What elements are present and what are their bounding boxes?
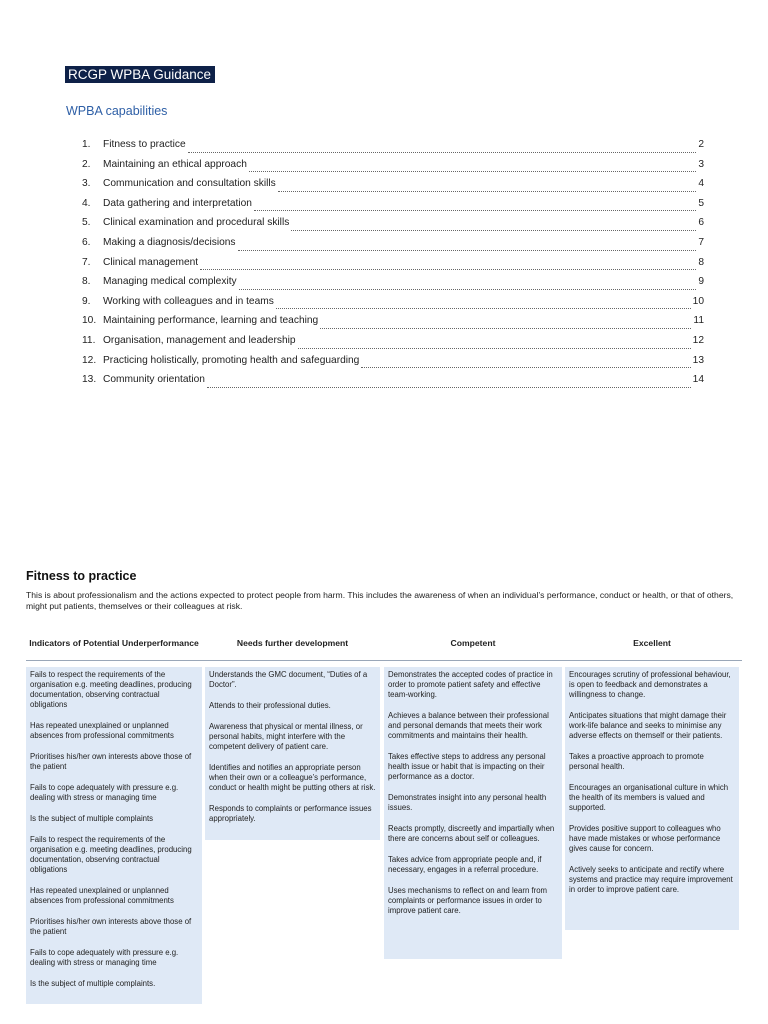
toc-page-number: 8	[698, 256, 704, 268]
toc-number: 6.	[82, 236, 91, 248]
descriptor-item: Takes effective steps to address any personal health issue or habit that is impacting on their performance as a doctor.	[388, 752, 546, 781]
toc-item[interactable]	[82, 178, 704, 198]
descriptor-item: Uses mechanisms to reflect on and learn from complaints or performance issues in order to improve patient care.	[388, 886, 548, 915]
descriptor-item: Identifies and notifies an appropriate person when their own or a colleague’s performance, conduct or health might be putting others at risk.	[209, 763, 376, 792]
toc-leader-dots	[188, 152, 697, 153]
toc-item[interactable]	[82, 276, 704, 296]
toc-item[interactable]	[82, 217, 704, 237]
toc-item[interactable]	[82, 237, 704, 257]
toc-page-number: 3	[698, 158, 704, 170]
toc-number: 10.	[82, 315, 97, 327]
descriptor-item: Attends to their professional duties.	[209, 701, 331, 710]
toc-number: 12.	[82, 354, 97, 366]
descriptor-item: Takes a proactive approach to promote personal health.	[569, 752, 704, 771]
toc-leader-dots	[276, 308, 691, 309]
descriptor-item: Prioritises his/her own interests above those of the patient	[30, 917, 192, 936]
toc-label: Managing medical complexity	[103, 276, 237, 288]
descriptor-item: Has repeated unexplained or unplanned absences from professional commitments	[30, 886, 174, 905]
descriptor-item: Reacts promptly, discreetly and impartially when there are concerns about self or colleagues.	[388, 824, 555, 843]
descriptor-item: Has repeated unexplained or unplanned absences from professional commitments	[30, 721, 174, 740]
descriptor-item: Fails to respect the requirements of the organisation e.g. meeting deadlines, producing documentation, observing contractual obligations	[30, 835, 192, 874]
descriptor-item: Responds to complaints or performance issues appropriately.	[209, 804, 372, 823]
toc-number: 7.	[82, 256, 91, 268]
toc-page-number: 10	[692, 295, 704, 307]
toc-page-number: 6	[698, 217, 704, 229]
descriptor-item: Encourages scrutiny of professional behaviour, is open to feedback and demonstrates a willingness to change.	[569, 670, 731, 699]
toc-number: 13.	[82, 374, 97, 386]
toc-number: 4.	[82, 197, 91, 209]
toc-leader-dots	[298, 348, 691, 349]
toc-item[interactable]	[82, 139, 704, 159]
toc-page-number: 4	[698, 178, 704, 190]
descriptor-item: Encourages an organisational culture in which the health of its members is valued and supported.	[569, 783, 729, 812]
toc-page-number: 7	[698, 236, 704, 248]
toc-number: 3.	[82, 178, 91, 190]
descriptor-item: Anticipates situations that might damage their work-life balance and seeks to minimise any adverse effects on themself or their patients.	[569, 711, 727, 740]
toc-number: 2.	[82, 158, 91, 170]
toc-number: 5.	[82, 217, 91, 229]
column-heading-needs-development: Needs further development	[236, 637, 349, 648]
descriptor-item: Actively seeks to anticipate and rectify where systems and practice may require improvement in order to improve patient care.	[569, 865, 733, 894]
descriptor-item: Fails to cope adequately with pressure e.g. dealing with stress or managing time	[30, 948, 179, 967]
toc-label: Organisation, management and leadership	[103, 334, 296, 346]
column-heading-competent: Competent	[450, 637, 496, 648]
toc-leader-dots	[278, 191, 697, 192]
descriptor-item: Is the subject of multiple complaints	[30, 814, 154, 823]
toc-item[interactable]	[82, 257, 704, 277]
descriptor-item: Provides positive support to colleagues who have made mistakes or whose performance gives cause for concern.	[569, 824, 721, 853]
toc-leader-dots	[238, 250, 697, 251]
toc-page-number: 2	[698, 139, 704, 150]
toc-number: 1.	[82, 139, 91, 150]
toc-page-number: 14	[692, 374, 704, 386]
toc-label: Making a diagnosis/decisions	[103, 236, 236, 248]
descriptor-item: Demonstrates insight into any personal health issues.	[388, 793, 547, 812]
toc-item[interactable]	[82, 198, 704, 218]
toc-leader-dots	[291, 230, 696, 231]
toc-leader-dots	[361, 367, 690, 368]
toc-page-number: 12	[692, 334, 704, 346]
toc-label: Maintaining performance, learning and teaching	[103, 315, 319, 327]
descriptor-item: Achieves a balance between their professional and personal demands that meets their work commitments and maintains their health.	[388, 711, 549, 740]
toc-label: Clinical management	[103, 256, 199, 268]
descriptor-item: Prioritises his/her own interests above those of the patient	[30, 752, 192, 771]
toc-label: Communication and consultation skills	[103, 178, 276, 190]
toc-leader-dots	[249, 171, 696, 172]
toc-item[interactable]	[82, 315, 704, 335]
toc-page-number: 11	[693, 315, 704, 327]
toc-leader-dots	[254, 210, 696, 211]
toc-leader-dots	[320, 328, 691, 329]
toc-item[interactable]	[82, 374, 704, 394]
toc-label: Maintaining an ethical approach	[103, 158, 247, 170]
toc-label: Community orientation	[103, 374, 205, 386]
section-heading: Fitness to practice	[26, 569, 137, 583]
header-divider	[26, 660, 742, 661]
toc-number: 11.	[82, 334, 96, 346]
page-title: RCGP WPBA Guidance	[65, 66, 215, 83]
column-needs-development	[205, 667, 380, 840]
table-of-contents	[82, 139, 704, 394]
toc-label: Practicing holistically, promoting health and safeguarding	[103, 354, 360, 366]
toc-leader-dots	[207, 387, 691, 388]
descriptor-item: Takes advice from appropriate people and, if necessary, engages in a referral procedure.	[388, 855, 542, 874]
descriptor-item: Understands the GMC document, “Duties of a Doctor”.	[209, 670, 368, 689]
toc-number: 9.	[82, 295, 91, 307]
descriptor-item: Demonstrates the accepted codes of practice in order to promote patient safety and effective team-working.	[388, 670, 553, 699]
section-subtitle: WPBA capabilities	[66, 104, 168, 118]
descriptor-item: Fails to respect the requirements of the organisation e.g. meeting deadlines, producing documentation, observing contractual obligations	[30, 670, 192, 709]
column-heading-underperformance: Indicators of Potential Underperformance	[29, 637, 199, 648]
toc-item[interactable]	[82, 159, 704, 179]
toc-page-number: 13	[692, 354, 704, 366]
toc-label: Clinical examination and procedural skills	[103, 217, 290, 229]
section-description: This is about professionalism and the actions expected to protect people from harm. This includes the awareness of when an individual’s performance, conduct or health, or that of others, might put patients, themselves or their colleagues at risk.	[26, 590, 734, 611]
toc-label: Fitness to practice	[103, 139, 186, 150]
column-heading-excellent: Excellent	[633, 637, 671, 648]
toc-leader-dots	[239, 289, 697, 290]
descriptor-item: Fails to cope adequately with pressure e.g. dealing with stress or managing time	[30, 783, 179, 802]
toc-page-number: 5	[698, 197, 704, 209]
toc-page-number: 9	[698, 276, 704, 288]
column-excellent	[565, 667, 739, 930]
toc-item[interactable]	[82, 296, 704, 316]
toc-leader-dots	[200, 269, 696, 270]
descriptor-item: Is the subject of multiple complaints.	[30, 979, 156, 988]
toc-item[interactable]	[82, 335, 704, 355]
toc-number: 8.	[82, 276, 91, 288]
column-underperformance	[26, 667, 202, 1004]
column-competent	[384, 667, 562, 959]
descriptor-item: Awareness that physical or mental illness, or personal habits, might interfere with the competent delivery of patient care.	[209, 722, 363, 751]
toc-label: Working with colleagues and in teams	[103, 295, 274, 307]
toc-item[interactable]	[82, 355, 704, 375]
toc-label: Data gathering and interpretation	[103, 197, 252, 209]
